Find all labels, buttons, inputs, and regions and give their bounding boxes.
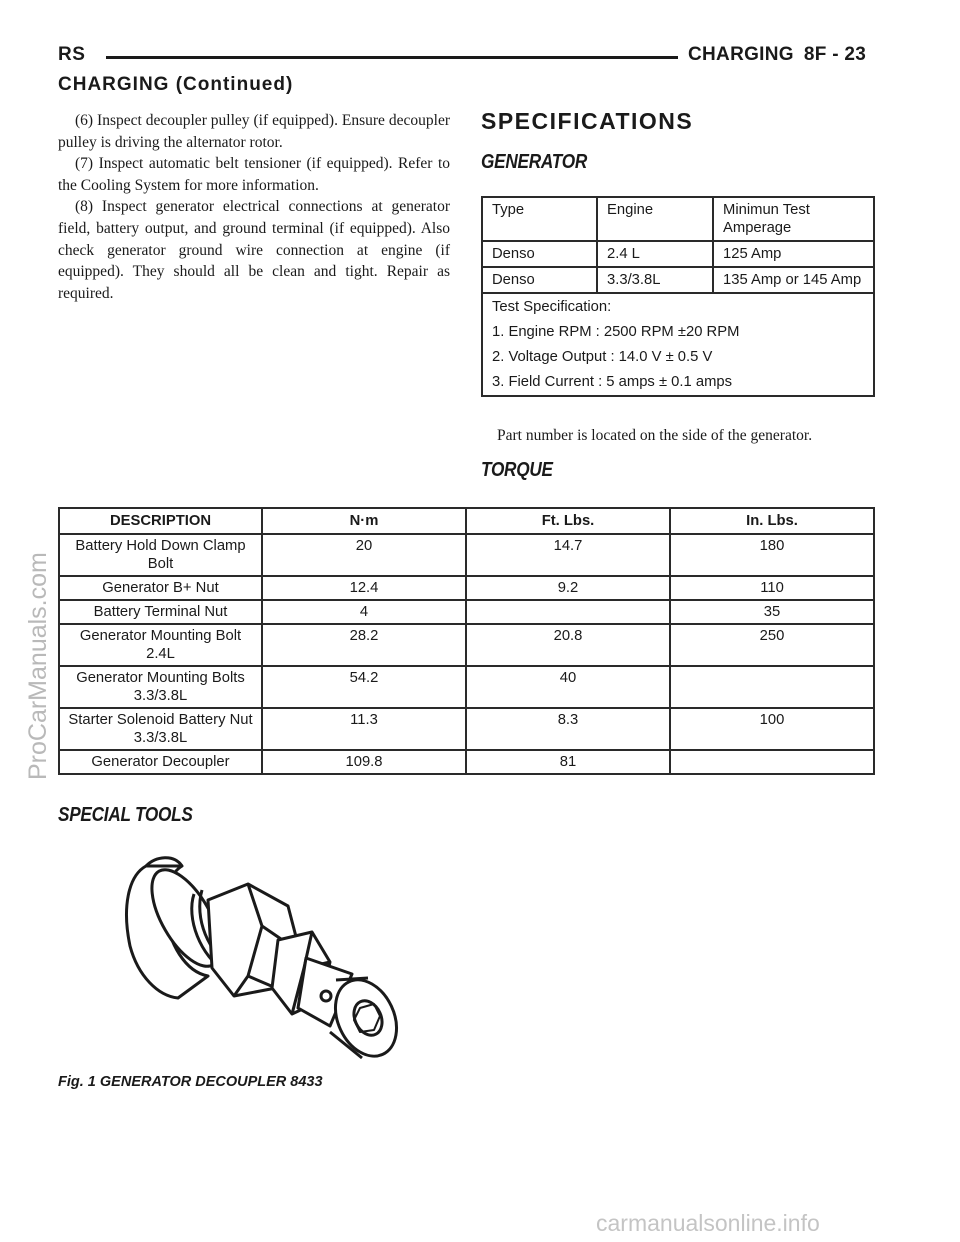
figure-caption: Fig. 1 GENERATOR DECOUPLER 8433	[58, 1074, 323, 1090]
generator-decoupler-illustration	[116, 848, 406, 1073]
table-cell: 109.8	[262, 750, 466, 774]
table-cell: 20.8	[466, 624, 670, 666]
torque-table	[58, 507, 875, 775]
table-cell: Starter Solenoid Battery Nut 3.3/3.8L	[59, 708, 262, 750]
generator-heading: GENERATOR	[481, 151, 587, 173]
table-cell: Denso	[482, 267, 597, 293]
header-page-number: 8F - 23	[803, 44, 867, 65]
table-row	[482, 241, 874, 267]
table-cell: 11.3	[262, 708, 466, 750]
header-section-title: CHARGING	[688, 44, 794, 65]
table-cell: Battery Terminal Nut	[59, 600, 262, 624]
table-cell: 3.3/3.8L	[597, 267, 713, 293]
table-header-cell: Engine	[597, 197, 713, 241]
table-row	[59, 708, 874, 750]
left-column-text	[58, 110, 450, 304]
table-header-cell: N·m	[262, 508, 466, 534]
table-cell: Generator B+ Nut	[59, 576, 262, 600]
bottom-watermark: carmanualsonline.info	[596, 1210, 820, 1236]
table-header-cell: DESCRIPTION	[59, 508, 262, 534]
paragraph-step-7: (7) Inspect automatic belt tensioner (if equipped). Refer to the Cooling System for more information.	[58, 155, 450, 194]
table-row	[59, 624, 874, 666]
table-cell: 2.4 L	[597, 241, 713, 267]
test-spec-line: 3. Field Current : 5 amps ± 0.1 amps	[492, 374, 733, 390]
side-watermark: ProCarManuals.com	[24, 552, 52, 780]
test-specification-row	[482, 293, 874, 396]
torque-heading: TORQUE	[481, 459, 553, 481]
table-cell: 250	[670, 624, 874, 666]
table-row	[482, 267, 874, 293]
header-rule	[106, 56, 678, 59]
table-cell: Denso	[482, 241, 597, 267]
table-header-cell: Type	[482, 197, 597, 241]
table-cell: 14.7	[466, 534, 670, 576]
special-tools-heading: SPECIAL TOOLS	[58, 804, 193, 826]
table-cell: 9.2	[466, 576, 670, 600]
table-cell: Battery Hold Down Clamp Bolt	[59, 534, 262, 576]
table-row	[59, 534, 874, 576]
table-cell: 12.4	[262, 576, 466, 600]
table-cell: 40	[466, 666, 670, 708]
table-cell: 110	[670, 576, 874, 600]
paragraph-step-6: (6) Inspect decoupler pulley (if equipped). Ensure decoupler pulley is driving the alternator rotor.	[58, 112, 450, 151]
table-row	[59, 600, 874, 624]
table-cell: 135 Amp or 145 Amp	[713, 267, 874, 293]
table-cell: 81	[466, 750, 670, 774]
test-spec-line: 1. Engine RPM : 2500 RPM ±20 RPM	[492, 324, 740, 340]
generator-spec-table	[481, 196, 875, 397]
header-right	[688, 44, 866, 66]
header-section-code: RS	[58, 44, 86, 65]
table-cell: Generator Mounting Bolts 3.3/3.8L	[59, 666, 262, 708]
part-number-note: Part number is located on the side of the generator.	[497, 427, 813, 444]
table-cell	[670, 666, 874, 708]
continued-title: CHARGING (Continued)	[58, 74, 294, 95]
test-specification-cell	[482, 293, 874, 396]
table-cell: Generator Decoupler	[59, 750, 262, 774]
table-cell: 28.2	[262, 624, 466, 666]
table-header-row	[482, 197, 874, 241]
table-row	[59, 576, 874, 600]
table-row	[59, 666, 874, 708]
table-header-cell: Minimun Test Amperage	[713, 197, 874, 241]
paragraph-step-8: (8) Inspect generator electrical connections at generator field, battery output, and ground terminal (if equipped). Also check generator ground wire connection at engine (if equipped). They should all be clean and tight. Repair as required.	[58, 198, 450, 302]
test-spec-line: Test Specification:	[492, 299, 612, 315]
table-cell: 54.2	[262, 666, 466, 708]
table-cell	[466, 600, 670, 624]
table-cell	[670, 750, 874, 774]
table-cell: Generator Mounting Bolt 2.4L	[59, 624, 262, 666]
table-cell: 180	[670, 534, 874, 576]
table-cell: 4	[262, 600, 466, 624]
test-spec-line: 2. Voltage Output : 14.0 V ± 0.5 V	[492, 349, 713, 365]
table-cell: 100	[670, 708, 874, 750]
table-row	[59, 750, 874, 774]
table-header-row	[59, 508, 874, 534]
table-header-cell: In. Lbs.	[670, 508, 874, 534]
table-cell: 8.3	[466, 708, 670, 750]
table-header-cell: Ft. Lbs.	[466, 508, 670, 534]
table-cell: 20	[262, 534, 466, 576]
table-cell: 35	[670, 600, 874, 624]
table-cell: 125 Amp	[713, 241, 874, 267]
specifications-heading: SPECIFICATIONS	[481, 108, 694, 134]
